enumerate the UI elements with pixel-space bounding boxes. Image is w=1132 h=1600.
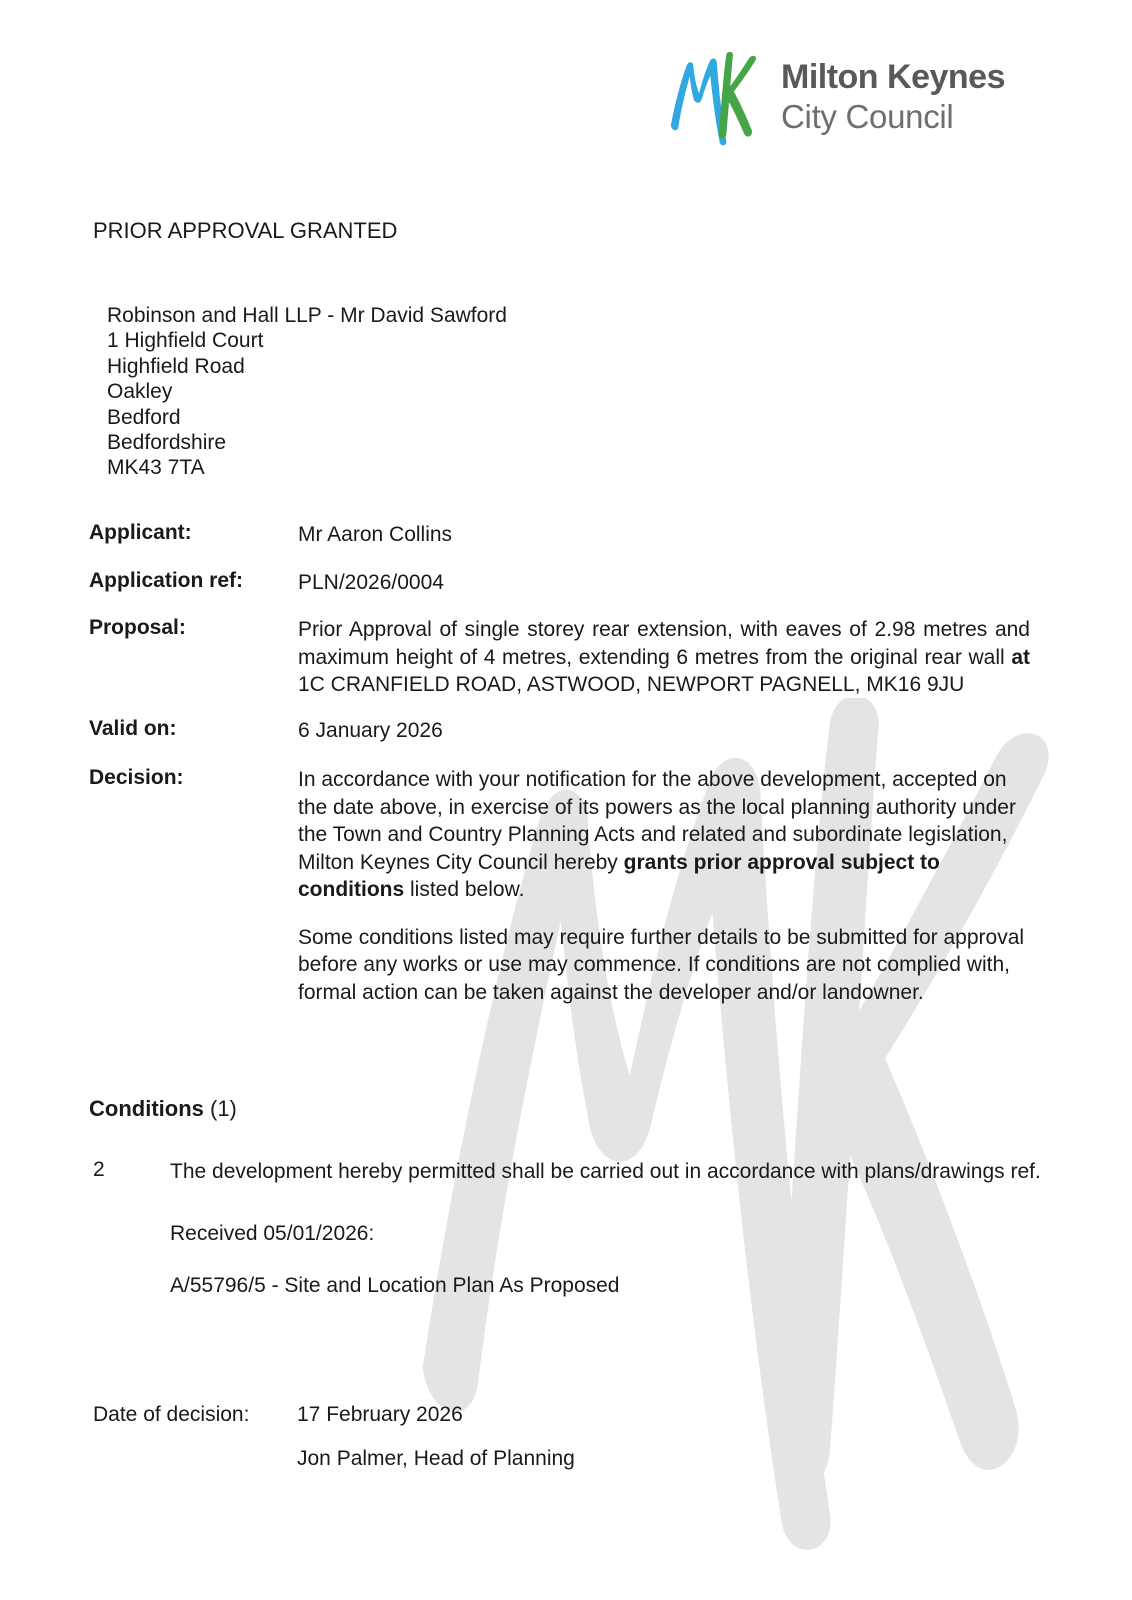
address-line: Highfield Road (107, 354, 245, 378)
valid-on-value: 6 January 2026 (298, 719, 443, 742)
decision-paragraph-1 (298, 766, 1030, 904)
document-title: PRIOR APPROVAL GRANTED (93, 218, 398, 243)
council-name-line2: City Council (781, 98, 954, 135)
address-line: Bedford (107, 405, 181, 429)
application-ref-value: PLN/2026/0004 (298, 571, 444, 594)
conditions-count: (1) (203, 1096, 237, 1121)
address-line: 1 Highfield Court (107, 329, 264, 353)
proposal-text: 1C CRANFIELD ROAD, ASTWOOD, NEWPORT PAGNELL, MK16 9JU (298, 673, 965, 696)
condition-number: 2 (93, 1158, 105, 1181)
condition-paragraph: Received 05/01/2026: (170, 1222, 375, 1245)
valid-on-label: Valid on: (89, 717, 177, 740)
condition-paragraph: A/55796/5 - Site and Location Plan As Proposed (170, 1274, 620, 1297)
council-name-line1: Milton Keynes (781, 58, 1005, 96)
decision-text-bold: grants prior approval subject to conditions (298, 850, 940, 901)
date-of-decision-value: 17 February 2026 (297, 1403, 463, 1426)
applicant-label: Applicant: (89, 521, 192, 544)
decision-text: In accordance with your notification for the above development, accepted on the date above, in exercise of its powers as the local planning authority under the Town and Country Planning Acts and related and subordinate legislation, Milton Keynes City Council hereby (298, 768, 1016, 874)
application-ref-label: Application ref: (89, 569, 244, 592)
mk-logo-icon (668, 52, 762, 146)
applicant-value: Mr Aaron Collins (298, 523, 453, 546)
signatory: Jon Palmer, Head of Planning (297, 1447, 575, 1470)
proposal-text: Prior Approval of single storey rear extension, with eaves of 2.98 metres and maximum height of 4 metres, extending 6 metres from the original rear wall (298, 618, 1030, 669)
proposal-text-bold: at (1011, 645, 1030, 669)
address-line: Oakley (107, 380, 173, 404)
date-of-decision-label: Date of decision: (93, 1403, 250, 1426)
council-wordmark (781, 60, 1005, 133)
recipient-address (107, 303, 507, 481)
decision-label: Decision: (89, 766, 184, 789)
proposal-value (298, 616, 1030, 699)
decision-value (298, 766, 1030, 1006)
address-line: Bedfordshire (107, 431, 227, 455)
decision-text: listed below. (404, 878, 525, 901)
address-line: Robinson and Hall LLP - Mr David Sawford (107, 304, 507, 327)
address-line: MK43 7TA (107, 456, 205, 480)
conditions-heading (89, 1096, 237, 1122)
condition-paragraph: The development hereby permitted shall be carried out in accordance with plans/drawings ref. (170, 1160, 1041, 1183)
proposal-label: Proposal: (89, 616, 186, 639)
decision-paragraph-2: Some conditions listed may require further details to be submitted for approval before any works or use may commence. If conditions are not complied with, formal action can be taken against the developer and/or landowner. (298, 925, 1025, 1004)
conditions-heading-text: Conditions (89, 1096, 204, 1121)
